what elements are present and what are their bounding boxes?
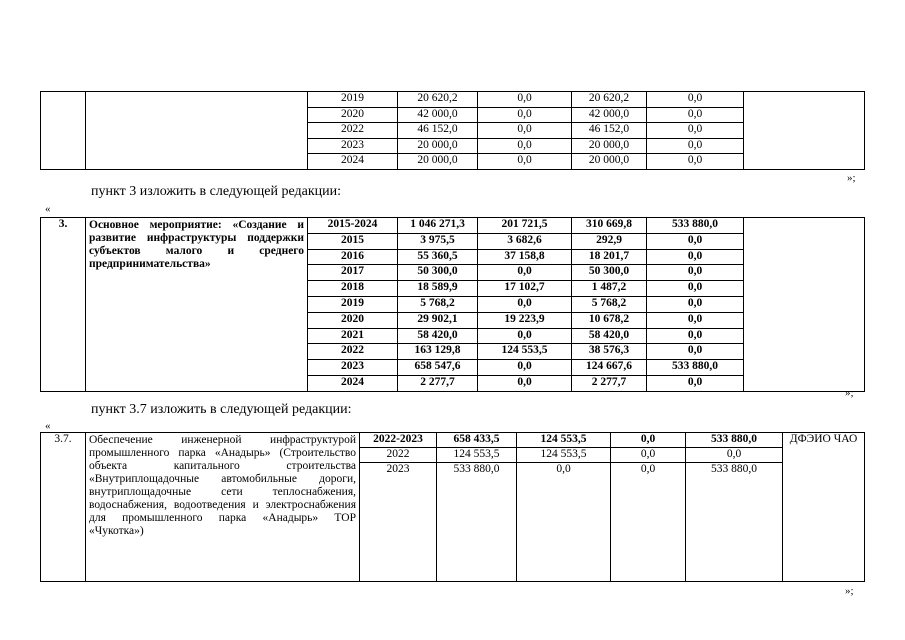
regional-cell: 20 620,2	[572, 92, 647, 108]
federal-cell: 0,0	[478, 154, 572, 170]
regional-cell: 10 678,2	[572, 312, 647, 328]
federal-cell: 0,0	[478, 138, 572, 154]
total-cell: 658 433,5	[437, 433, 517, 448]
total-cell: 50 300,0	[398, 265, 478, 281]
total-cell: 658 547,6	[398, 360, 478, 376]
year-cell: 2024	[308, 154, 398, 170]
regional-cell: 58 420,0	[572, 328, 647, 344]
paragraph-instruction: пункт 3 изложить в следующей редакции:	[91, 184, 341, 199]
num-cell	[41, 92, 86, 170]
item-description: Основное мероприятие: «Создание и развитие инфраструктуры поддержки субъектов малого и среднего предпринимательства»	[86, 218, 308, 392]
executor-cell	[744, 92, 865, 170]
item-number: 3.7.	[41, 433, 86, 582]
other-cell: 0,0	[647, 107, 744, 123]
year-cell: 2022	[360, 448, 437, 463]
other-cell: 0,0	[647, 265, 744, 281]
total-cell: 20 000,0	[398, 138, 478, 154]
year-cell: 2020	[308, 312, 398, 328]
federal-cell: 201 721,5	[478, 218, 572, 234]
regional-cell: 292,9	[572, 233, 647, 249]
other-cell: 0,0	[647, 312, 744, 328]
executor-cell	[744, 218, 865, 392]
other-cell: 0,0	[647, 92, 744, 108]
regional-cell: 42 000,0	[572, 107, 647, 123]
year-cell: 2023	[308, 360, 398, 376]
year-cell: 2016	[308, 249, 398, 265]
federal-cell: 0,0	[478, 360, 572, 376]
table-item-3	[40, 217, 865, 392]
federal-cell: 37 158,8	[478, 249, 572, 265]
federal-cell: 124 553,5	[517, 448, 611, 463]
opening-quote: «	[45, 203, 51, 215]
total-cell: 5 768,2	[398, 296, 478, 312]
other-cell: 533 880,0	[647, 360, 744, 376]
regional-cell: 50 300,0	[572, 265, 647, 281]
total-cell: 58 420,0	[398, 328, 478, 344]
federal-cell: 0,0	[478, 123, 572, 139]
year-cell: 2020	[308, 107, 398, 123]
federal-cell: 3 682,6	[478, 233, 572, 249]
item-description: Обеспечение инженерной инфраструктурой промышленного парка «Анадырь» (Строительство объекта капитального строительства «Внутриплощадочные автомобильные дороги, внутриплощадочные сети теплоснабжения, водоснабжения, водоотведения и электроснабжения для промышленного парка «Анадырь» ТОР «Чукотка»)	[86, 433, 360, 582]
total-cell: 533 880,0	[437, 463, 517, 582]
federal-cell: 0,0	[478, 328, 572, 344]
year-cell: 2019	[308, 92, 398, 108]
total-cell: 18 589,9	[398, 281, 478, 297]
federal-cell: 0,0	[478, 265, 572, 281]
closing-quote: »;	[845, 585, 854, 597]
other-cell: 0,0	[647, 123, 744, 139]
year-cell: 2022	[308, 344, 398, 360]
regional-cell: 310 669,8	[572, 218, 647, 234]
other-cell: 0,0	[647, 296, 744, 312]
year-cell: 2015-2024	[308, 218, 398, 234]
federal-cell: 124 553,5	[478, 344, 572, 360]
regional-cell: 124 667,6	[572, 360, 647, 376]
regional-cell: 20 000,0	[572, 154, 647, 170]
total-cell: 124 553,5	[437, 448, 517, 463]
regional-cell: 5 768,2	[572, 296, 647, 312]
closing-quote: »;	[845, 387, 854, 399]
regional-cell: 2 277,7	[572, 375, 647, 391]
table-row	[41, 433, 865, 448]
other-cell: 0,0	[647, 154, 744, 170]
year-cell: 2015	[308, 233, 398, 249]
federal-cell: 0,0	[517, 463, 611, 582]
regional-cell: 0,0	[611, 448, 686, 463]
table-row	[41, 218, 865, 234]
other-cell: 0,0	[647, 249, 744, 265]
closing-quote: »;	[847, 172, 856, 184]
total-cell: 163 129,8	[398, 344, 478, 360]
total-cell: 20 620,2	[398, 92, 478, 108]
regional-cell: 0,0	[611, 463, 686, 582]
year-cell: 2022	[308, 123, 398, 139]
executor-cell: ДФЭИО ЧАО	[783, 433, 865, 582]
regional-cell: 1 487,2	[572, 281, 647, 297]
federal-cell: 0,0	[478, 375, 572, 391]
other-cell: 533 880,0	[647, 218, 744, 234]
total-cell: 29 902,1	[398, 312, 478, 328]
regional-cell: 38 576,3	[572, 344, 647, 360]
year-cell: 2017	[308, 265, 398, 281]
other-cell: 0,0	[647, 375, 744, 391]
federal-cell: 0,0	[478, 296, 572, 312]
regional-cell: 0,0	[611, 433, 686, 448]
federal-cell: 124 553,5	[517, 433, 611, 448]
table-row	[41, 92, 865, 108]
other-cell: 0,0	[647, 328, 744, 344]
year-cell: 2023	[360, 463, 437, 582]
year-cell: 2022-2023	[360, 433, 437, 448]
other-cell: 0,0	[686, 448, 783, 463]
other-cell: 0,0	[647, 344, 744, 360]
opening-quote: «	[45, 420, 51, 432]
total-cell: 42 000,0	[398, 107, 478, 123]
year-cell: 2019	[308, 296, 398, 312]
regional-cell: 46 152,0	[572, 123, 647, 139]
other-cell: 0,0	[647, 233, 744, 249]
year-cell: 2024	[308, 375, 398, 391]
total-cell: 2 277,7	[398, 375, 478, 391]
year-cell: 2023	[308, 138, 398, 154]
paragraph-instruction: пункт 3.7 изложить в следующей редакции:	[91, 402, 352, 417]
regional-cell: 20 000,0	[572, 138, 647, 154]
total-cell: 3 975,5	[398, 233, 478, 249]
desc-cell	[86, 92, 308, 170]
total-cell: 20 000,0	[398, 154, 478, 170]
federal-cell: 0,0	[478, 107, 572, 123]
total-cell: 1 046 271,3	[398, 218, 478, 234]
other-cell: 533 880,0	[686, 463, 783, 582]
item-number: 3.	[41, 218, 86, 392]
other-cell: 0,0	[647, 138, 744, 154]
federal-cell: 19 223,9	[478, 312, 572, 328]
year-cell: 2018	[308, 281, 398, 297]
year-cell: 2021	[308, 328, 398, 344]
table-continuation	[40, 91, 865, 170]
regional-cell: 18 201,7	[572, 249, 647, 265]
federal-cell: 17 102,7	[478, 281, 572, 297]
table-item-3-7	[40, 432, 865, 582]
federal-cell: 0,0	[478, 92, 572, 108]
total-cell: 46 152,0	[398, 123, 478, 139]
total-cell: 55 360,5	[398, 249, 478, 265]
other-cell: 0,0	[647, 281, 744, 297]
other-cell: 533 880,0	[686, 433, 783, 448]
